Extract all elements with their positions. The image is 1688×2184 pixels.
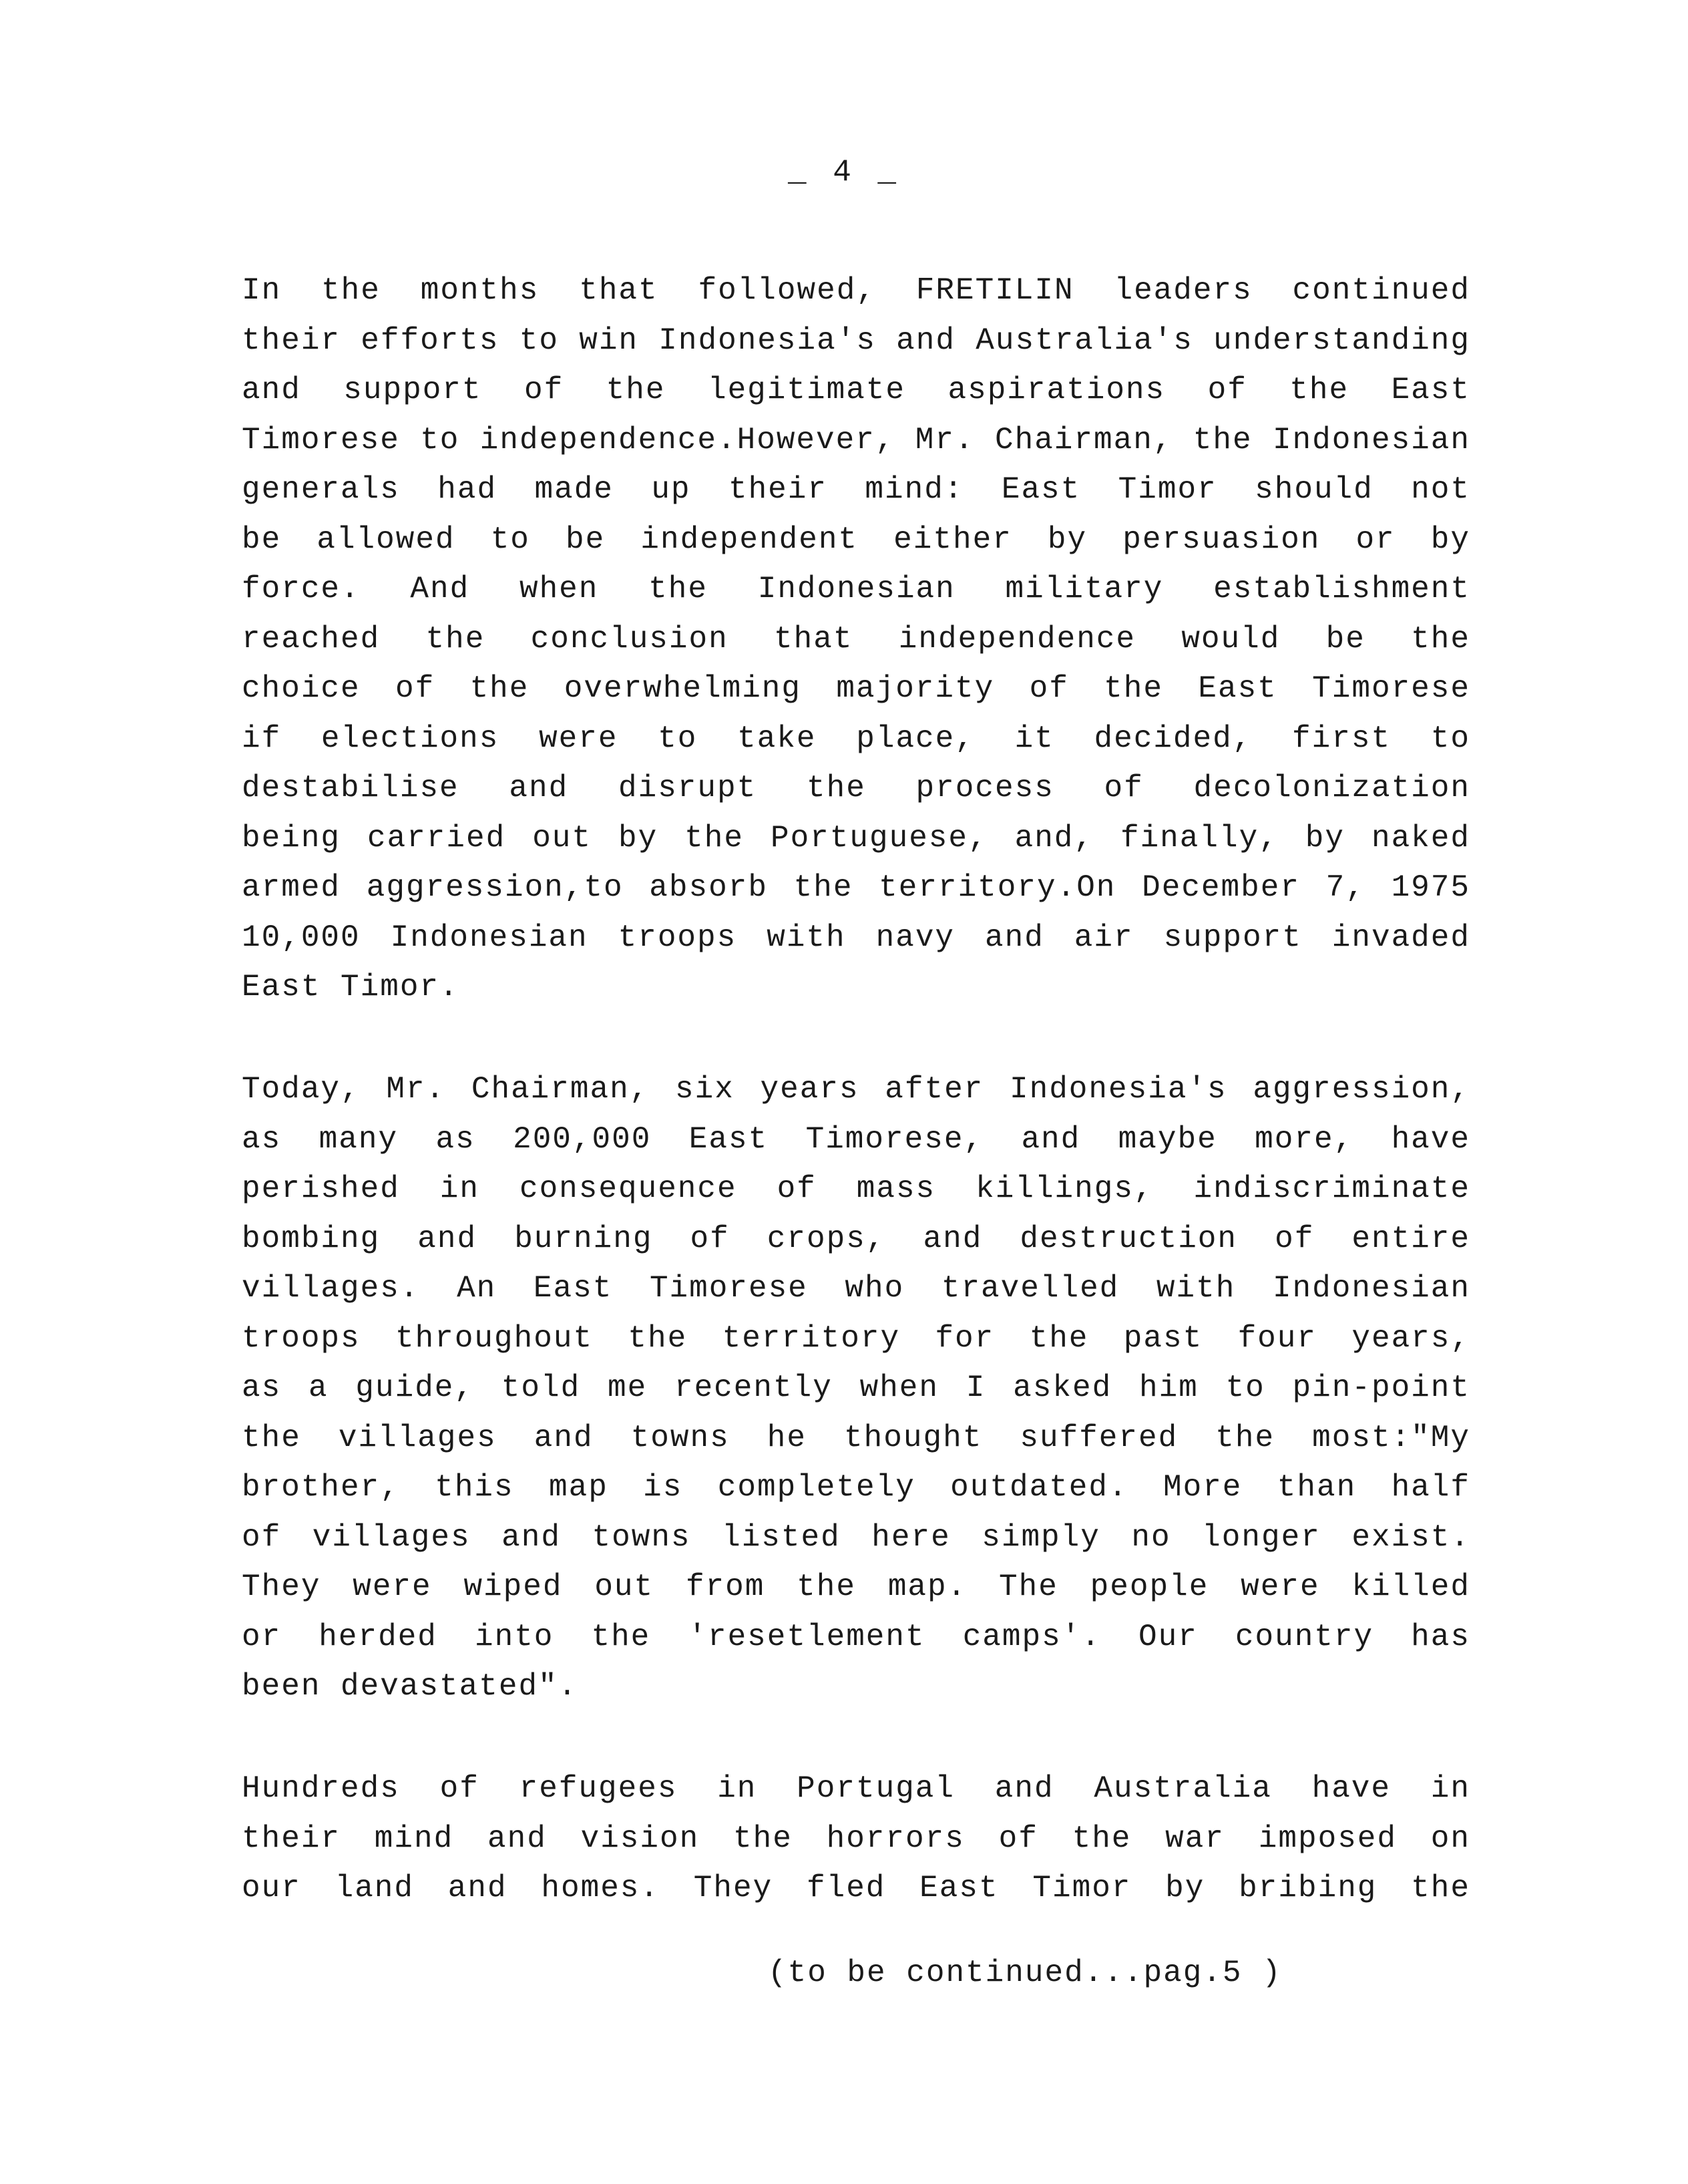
text-line: being carried out by the Portuguese, and, finally, by naked (242, 820, 1470, 856)
text-line: Today, Mr. Chairman, six years after Indonesia's aggression, (242, 1072, 1470, 1107)
text-line: their efforts to win Indonesia's and Australia's understanding (242, 323, 1470, 358)
text-line: Timorese to independence.However, Mr. Chairman, the Indonesian (242, 422, 1470, 458)
text-line: been devastated". (242, 1669, 578, 1704)
text-line: 10,000 Indonesian troops with navy and air support invaded (242, 920, 1470, 955)
text-line: or herded into the 'resetlement camps'. Our country has (242, 1619, 1470, 1654)
text-line: their mind and vision the horrors of the war imposed on (242, 1821, 1470, 1856)
text-line: be allowed to be independent either by persuasion or by (242, 522, 1470, 557)
text-line: our land and homes. They fled East Timor by bribing the (242, 1871, 1470, 1905)
text-line: if elections were to take place, it decided, first to (242, 721, 1470, 756)
text-line: as a guide, told me recently when I asked him to pin-point (242, 1371, 1470, 1405)
paragraph-2 (242, 1065, 1470, 1712)
text-line: They were wiped out from the map. The people were killed (242, 1570, 1470, 1604)
text-line: as many as 200,000 East Timorese, and maybe more, have (242, 1121, 1470, 1157)
text-line: and support of the legitimate aspirations of the East (242, 373, 1470, 407)
text-line: armed aggression,to absorb the territory.On December 7, 1975 (242, 870, 1470, 905)
text-line: In the months that followed, FRETILIN leaders continued (242, 273, 1470, 308)
text-line: destabilise and disrupt the process of decolonization (242, 771, 1470, 805)
text-line: villages. An East Timorese who travelled with Indonesian (242, 1271, 1470, 1306)
text-line: force. And when the Indonesian military establishment (242, 572, 1470, 606)
text-line: choice of the overwhelming majority of the East Timorese (242, 671, 1470, 706)
page-number: _ 4 _ (787, 155, 901, 190)
paragraph-1 (242, 266, 1470, 1013)
text-line: troops throughout the territory for the past four years, (242, 1320, 1470, 1356)
text-line: brother, this map is completely outdated. More than half (242, 1470, 1470, 1505)
text-line: East Timor. (242, 970, 459, 1005)
paragraph-3 (242, 1764, 1470, 1914)
text-line: the villages and towns he thought suffered the most:"My (242, 1420, 1470, 1455)
text-line: Hundreds of refugees in Portugal and Australia have in (242, 1771, 1470, 1806)
continued-note: (to be continued...pag.5 ) (768, 1956, 1282, 1990)
text-line: of villages and towns listed here simply no longer exist. (242, 1519, 1470, 1555)
text-line: perished in consequence of mass killings, indiscriminate (242, 1171, 1470, 1206)
text-line: bombing and burning of crops, and destruction of entire (242, 1221, 1470, 1256)
text-line: reached the conclusion that independence would be the (242, 621, 1470, 657)
text-line: generals had made up their mind: East Timor should not (242, 472, 1470, 507)
